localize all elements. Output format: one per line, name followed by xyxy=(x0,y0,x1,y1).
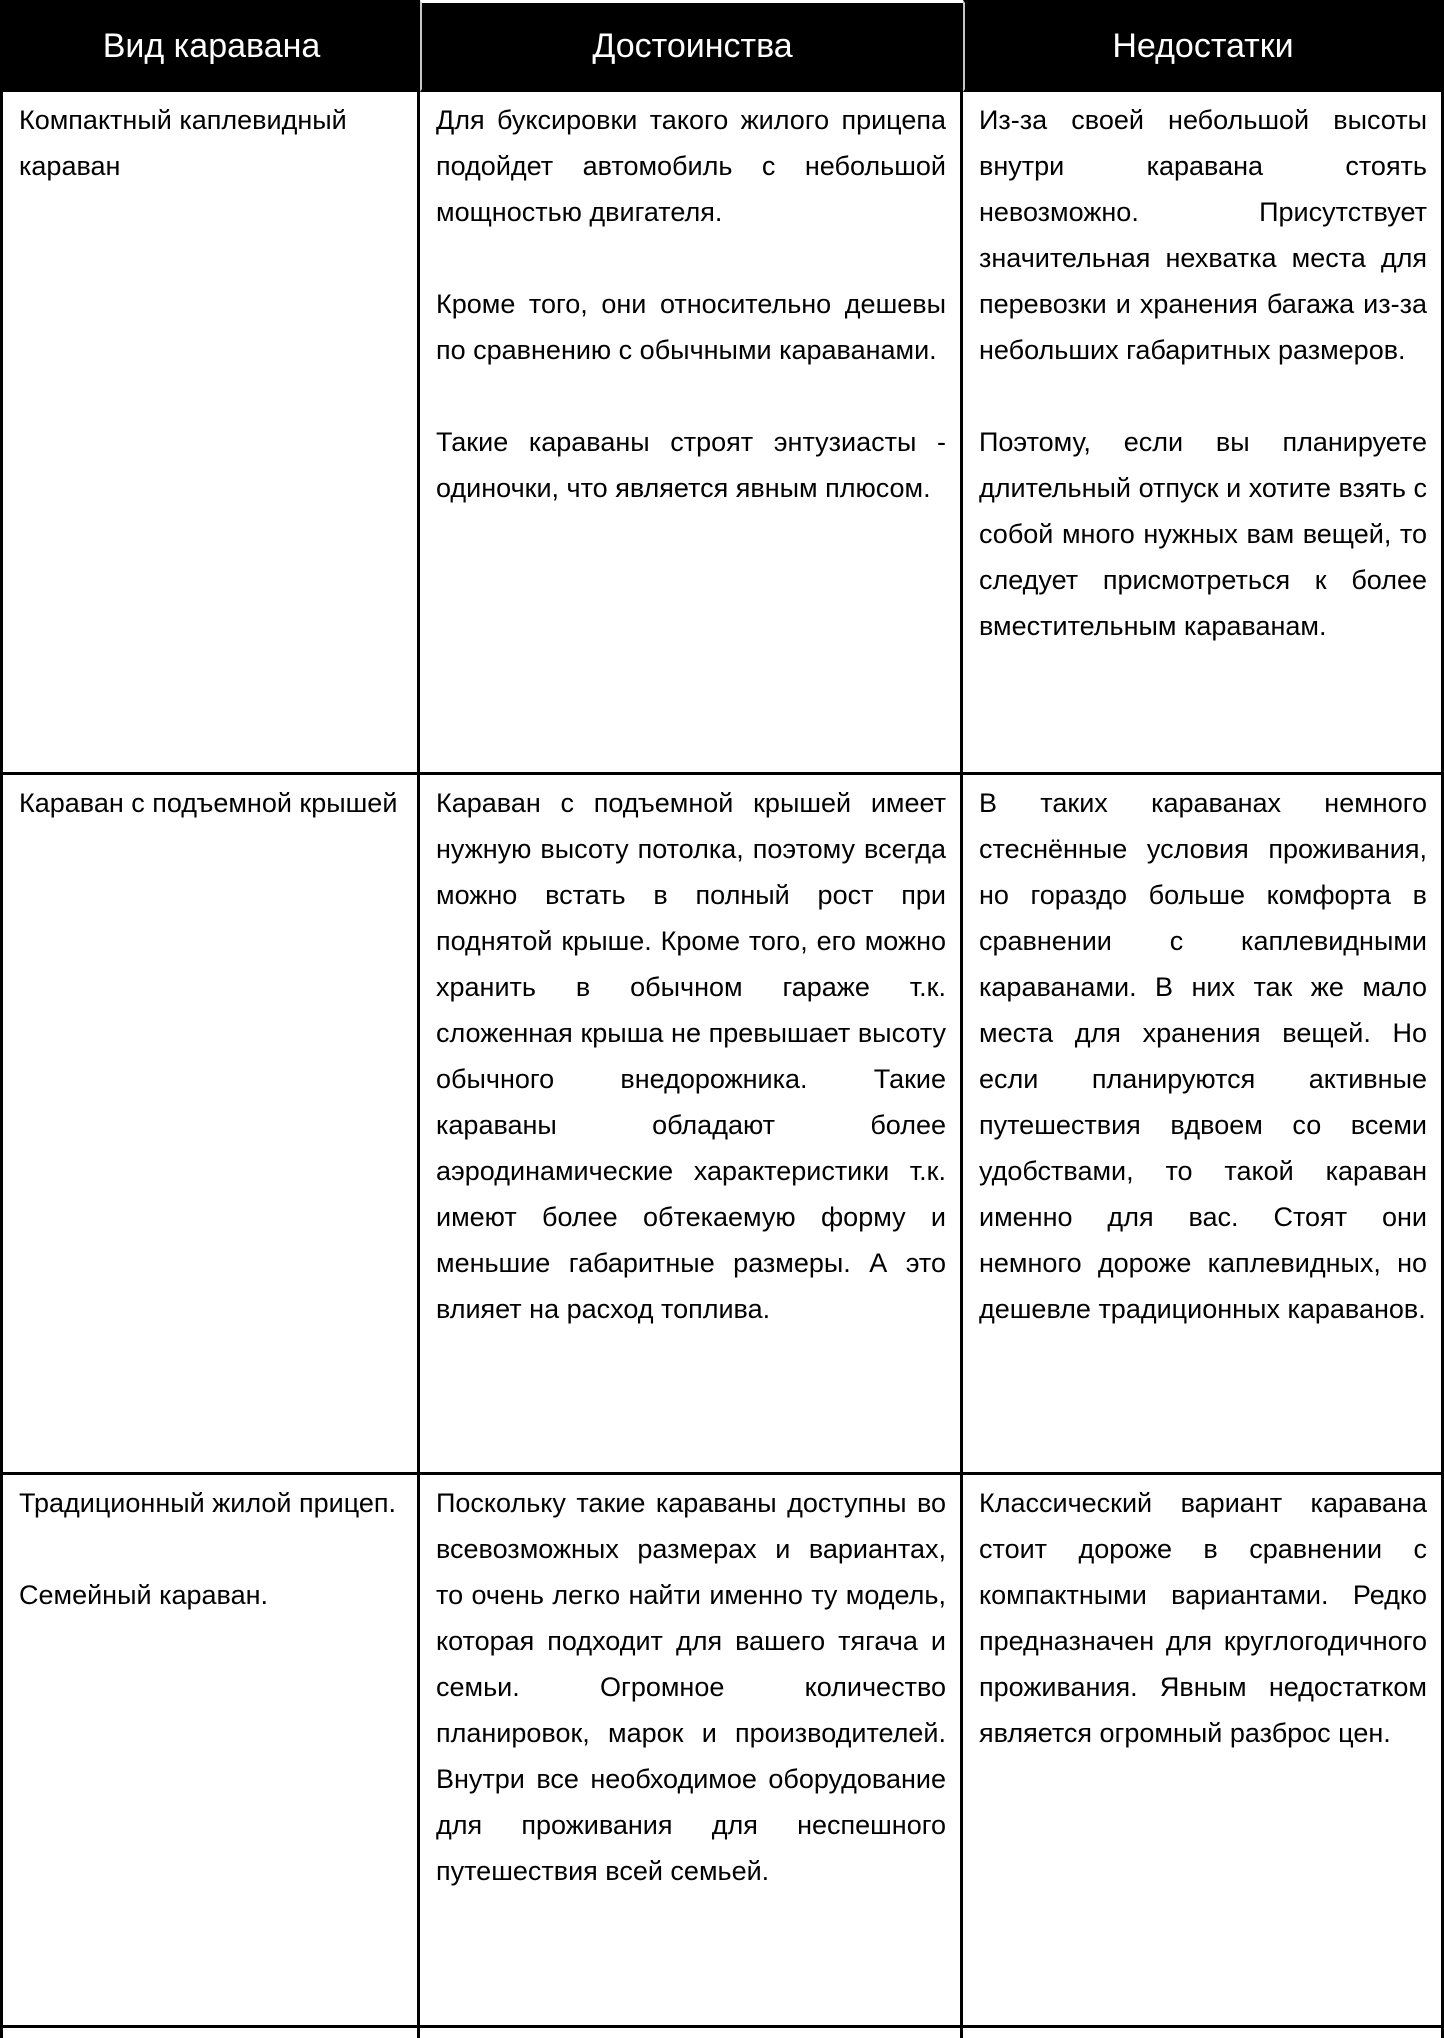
paragraph: Семейный караван. xyxy=(19,1580,268,1610)
cell-row3-advantages xyxy=(420,1475,963,2028)
cell-row3-disadvantages xyxy=(963,1475,1441,2028)
header-disadvantages xyxy=(963,0,1441,92)
next-row-sliver xyxy=(420,2028,963,2038)
header-caravan-type xyxy=(3,0,420,92)
next-row-sliver xyxy=(963,2028,1441,2038)
cell-row2-advantages xyxy=(420,775,963,1475)
header-advantages xyxy=(420,0,963,92)
paragraph: Традиционный жилой прицеп. xyxy=(19,1488,397,1518)
cell-row1-type xyxy=(3,92,420,775)
paragraph: Такие караваны строят энтузиасты - одиночки, что является явным плюсом. xyxy=(436,427,946,503)
paragraph: Поскольку такие караваны доступны во всевозможных размерах и вариантах, то очень легко найти именно ту модель, которая подходит для вашего тягача и семьи. Огромное количество планировок, марок и производителей. Внутри все необходимое оборудование для проживания для неспешного путешествия всей семьей. xyxy=(436,1488,946,1886)
cell-row3-type xyxy=(3,1475,420,2028)
paragraph: В таких караванах немного стеснённые условия проживания, но гораздо больше комфорта в сравнении с каплевидными караванами. В них так же мало места для хранения вещей. Но если планируются активные путешествия вдвоем со всеми удобствами, то такой караван именно для вас. Стоят они немного дороже каплевидных, но дешевле традиционных караванов. xyxy=(979,788,1427,1324)
cell-row2-disadvantages xyxy=(963,775,1441,1475)
paragraph: Поэтому, если вы планируете длительный отпуск и хотите взять с собой много нужных вам вещей, то следует присмотреться к более вместительным караванам. xyxy=(979,427,1427,641)
next-row-sliver xyxy=(3,2028,420,2038)
paragraph: Для буксировки такого жилого прицепа подойдет автомобиль с небольшой мощностью двигателя. xyxy=(436,105,946,227)
paragraph: Караван с подъемной крышей xyxy=(19,788,398,818)
header-advantages-label: Достоинства xyxy=(592,26,793,65)
cell-row1-advantages xyxy=(420,92,963,775)
cell-row2-type xyxy=(3,775,420,1475)
cell-row1-disadvantages xyxy=(963,92,1441,775)
paragraph: Кроме того, они относительно дешевы по сравнению с обычными караванами. xyxy=(436,289,946,365)
paragraph: Из-за своей небольшой высоты внутри каравана стоять невозможно. Присутствует значительная нехватка места для перевозки и хранения багажа из-за небольших габаритных размеров. xyxy=(979,105,1427,365)
paragraph: Компактный каплевидный караван xyxy=(19,105,347,181)
paragraph: Классический вариант каравана стоит дороже в сравнении с компактными вариантами. Редко предназначен для круглогодичного проживания. Явным недостатком является огромный разброс цен. xyxy=(979,1488,1427,1748)
header-caravan-type-label: Вид каравана xyxy=(102,26,321,65)
paragraph: Караван с подъемной крышей имеет нужную высоту потолка, поэтому всегда можно встать в полный рост при поднятой крыше. Кроме того, его можно хранить в обычном гараже т.к. сложенная крыша не превышает высоту обычного внедорожника. Такие караваны обладают более аэродинамические характеристики т.к. имеют более обтекаемую форму и меньшие габаритные размеры. А это влияет на расход топлива. xyxy=(436,788,946,1324)
header-disadvantages-label: Недостатки xyxy=(1112,26,1294,65)
